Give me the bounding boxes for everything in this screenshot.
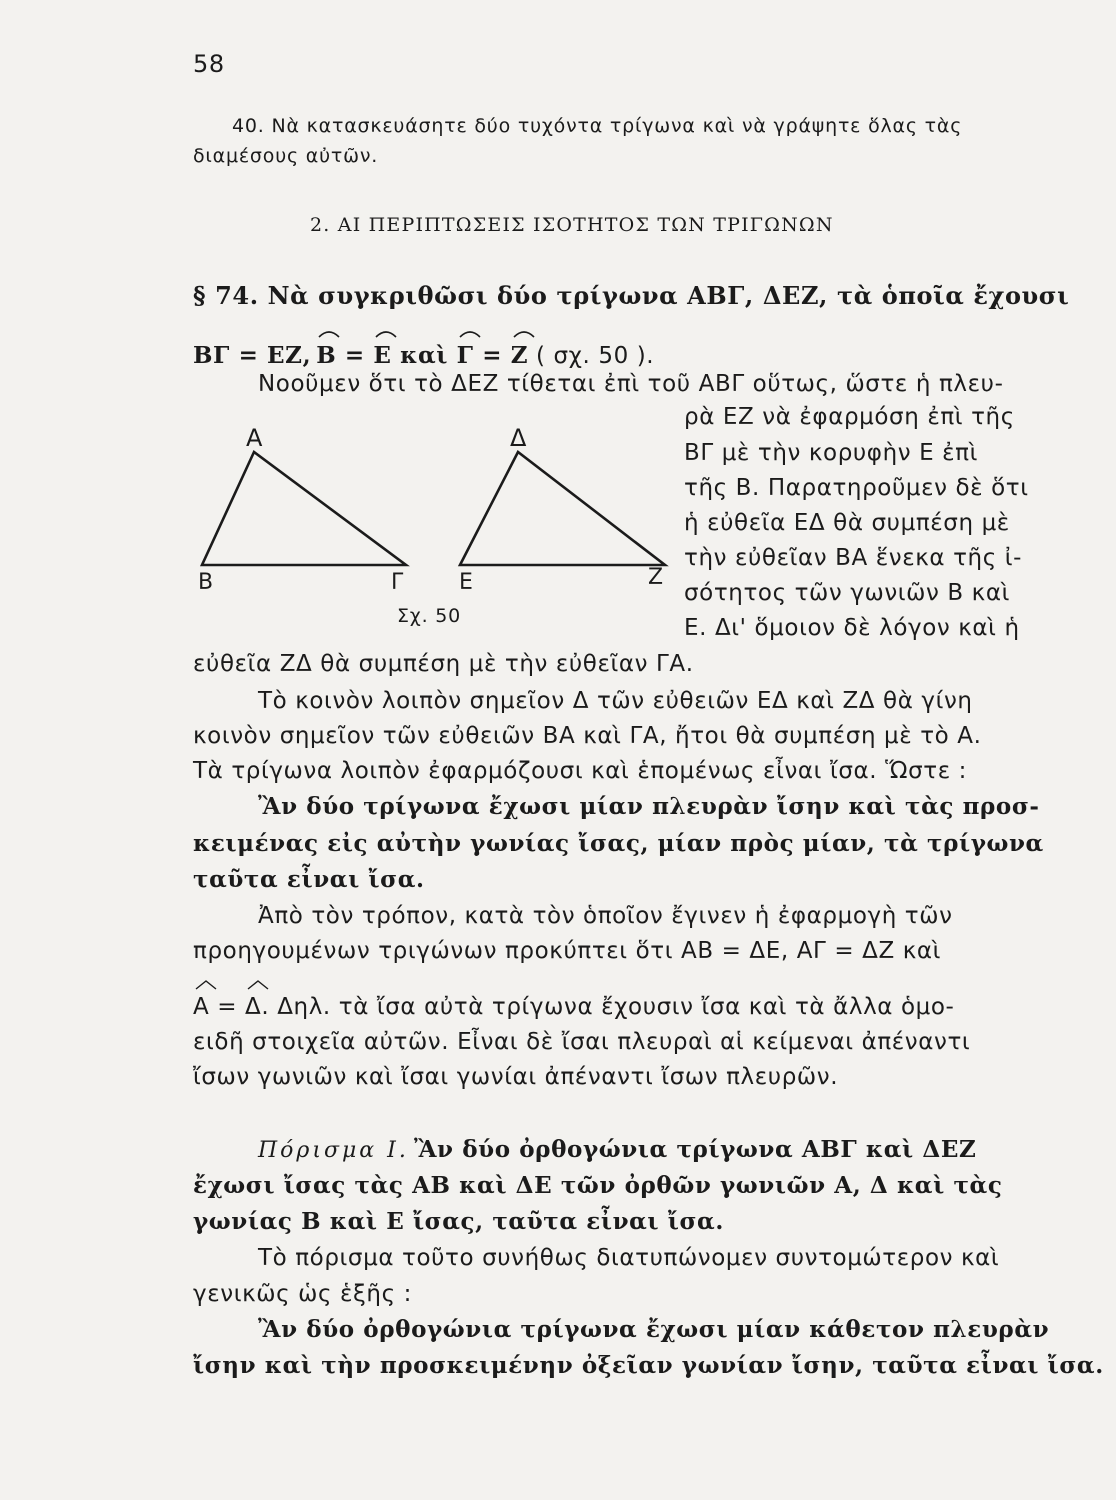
exercise-line-2: διαμέσους αὐτῶν. <box>193 145 379 167</box>
vertex-label-e: Ε <box>459 570 474 595</box>
equals-sign: = <box>209 994 246 1020</box>
angle-hat-icon <box>459 328 481 338</box>
angle-hat-icon <box>318 328 340 338</box>
text-line: Τὸ κοινὸν λοιπὸν σημεῖον Δ τῶν εὐθειῶν ΕΔ καὶ ΖΔ θὰ γίνη <box>258 688 973 714</box>
text-line: τῆς Β. Παρατηροῦμεν δὲ ὅτι <box>684 475 1029 501</box>
theorem-line: κειμένας εἰς αὐτὴν γωνίας ἴσας, μίαν πρὸς μίαν, τὰ τρίγωνα <box>193 830 1044 857</box>
final-theorem-line: Ἂν δύο ὀρθογώνια τρίγωνα ἔχωσι μίαν κάθετον πλευρὰν <box>258 1316 1050 1343</box>
figure-reference: ( σχ. 50 ). <box>528 343 655 369</box>
text-line: Ἀπὸ τὸν τρόπον, κατὰ τὸν ὁποῖον ἔγινεν ἡ ἐφαρμογὴ τῶν <box>258 903 953 929</box>
text-line: Τὸ πόρισμα τοῦτο συνήθως διατυπώνομεν συντομώτερον καὶ <box>258 1245 1000 1271</box>
angle-hat-icon <box>247 980 269 990</box>
vertex-label-g: Γ <box>391 570 404 595</box>
text-line: σότητος τῶν γωνιῶν Β καὶ <box>684 580 1010 606</box>
exercise-line-1: 40. Νὰ κατασκευάσητε δύο τυχόντα τρίγωνα καὶ νὰ γράψητε ὅλας τὰς <box>232 115 963 137</box>
equals-sign: = <box>336 342 374 369</box>
text-line: Ε. Δι' ὅμοιον δὲ λόγον καὶ ἡ <box>684 615 1020 641</box>
and-word: καὶ <box>391 342 457 369</box>
text-line: ἴσων γωνιῶν καὶ ἴσαι γωνίαι ἀπέναντι ἴσων πλευρῶν. <box>193 1064 839 1090</box>
theorem-line: Ἂν δύο τρίγωνα ἔχωσι μίαν πλευρὰν ἴσην καὶ τὰς προσ- <box>258 793 1040 820</box>
angle-e: Ε <box>373 342 391 369</box>
text-line: ρὰ ΕΖ νὰ ἐφαρμόση ἐπὶ τῆς <box>684 404 1015 430</box>
text-line: ἡ εὐθεῖα ΕΔ θὰ συμπέση μὲ <box>684 510 1010 536</box>
triangle-dez <box>460 452 665 565</box>
figure-triangles <box>190 415 680 635</box>
vertex-label-d: Δ <box>510 424 528 452</box>
angle-z: Ζ <box>511 342 528 369</box>
text-line: κοινὸν σημεῖον τῶν εὐθειῶν ΒΑ καὶ ΓΑ, ἤτοι θὰ συμπέση μὲ τὸ Α. <box>193 723 982 749</box>
porisma-line-1 <box>258 1136 976 1163</box>
angle-a: Α <box>193 994 209 1020</box>
final-theorem-line: ἴσην καὶ τὴν προσκειμένην ὀξεῖαν γωνίαν ἴσην, ταῦτα εἶναι ἴσα. <box>193 1352 1104 1379</box>
paragraph-heading: § 74. Νὰ συγκριθῶσι δύο τρίγωνα ΑΒΓ, ΔΕΖ, τὰ ὁποῖα ἔχουσι <box>193 281 1070 310</box>
angle-b: Β <box>316 342 336 369</box>
angle-equality-line <box>193 994 954 1020</box>
text-line: προηγουμένων τριγώνων προκύπτει ὅτι ΑΒ = ΔΕ, ΑΓ = ΔΖ καὶ <box>193 938 942 964</box>
text-line: εὐθεῖα ΖΔ θὰ συμπέση μὲ τὴν εὐθεῖαν ΓΑ. <box>193 651 694 677</box>
condition-line <box>193 342 654 369</box>
triangle-abg <box>202 452 406 565</box>
equals-sign: = <box>473 342 511 369</box>
angle-hat-icon <box>195 980 217 990</box>
porisma-label: Πόρισμα Ι. <box>258 1138 409 1163</box>
text-line: τὴν εὐθεῖαν ΒΑ ἕνεκα τῆς ἰ- <box>684 545 1023 571</box>
text-line: ειδῆ στοιχεῖα αὐτῶν. Εἶναι δὲ ἴσαι πλευραὶ αἱ κείμεναι ἀπέναντι <box>193 1029 971 1055</box>
vertex-label-b: Β <box>198 570 214 595</box>
condition-side: ΒΓ = ΕΖ, <box>193 342 312 369</box>
text-continuation: . Δηλ. τὰ ἴσα αὐτὰ τρίγωνα ἔχουσιν ἴσα καὶ τὰ ἄλλα ὁμο- <box>261 994 955 1020</box>
porisma-text: Ἂν δύο ὀρθογώνια τρίγωνα ΑΒΓ καὶ ΔΕΖ <box>413 1136 977 1163</box>
angle-hat-icon <box>513 328 535 338</box>
vertex-label-a: Α <box>246 424 264 452</box>
angle-d: Δ <box>245 994 261 1020</box>
vertex-label-z: Ζ <box>648 565 664 590</box>
text-line: ΒΓ μὲ τὴν κορυφὴν Ε ἐπὶ <box>684 440 979 466</box>
porisma-line-3: γωνίας Β καὶ Ε ἴσας, ταῦτα εἶναι ἴσα. <box>193 1208 724 1235</box>
figure-caption: Σχ. 50 <box>397 605 462 627</box>
text-line: Νοοῦμεν ὅτι τὸ ΔΕΖ τίθεται ἐπὶ τοῦ ΑΒΓ οὕτως, ὥστε ἡ πλευ- <box>258 371 1004 397</box>
page-number: 58 <box>193 50 225 78</box>
text-line: γενικῶς ὡς ἑξῆς : <box>193 1281 412 1307</box>
text-line: Τὰ τρίγωνα λοιπὸν ἐφαρμόζουσι καὶ ἑπομένως εἶναι ἴσα. Ὥστε : <box>193 758 967 784</box>
porisma-line-2: ἔχωσι ἴσας τὰς ΑΒ καὶ ΔΕ τῶν ὀρθῶν γωνιῶν Α, Δ καὶ τὰς <box>193 1172 1003 1199</box>
angle-hat-icon <box>375 328 397 338</box>
angle-g: Γ <box>457 342 474 369</box>
section-title: 2. ΑΙ ΠΕΡΙΠΤΩΣΕΙΣ ΙΣΟΤΗΤΟΣ ΤΩΝ ΤΡΙΓΩΝΩΝ <box>310 214 834 236</box>
theorem-line: ταῦτα εἶναι ἴσα. <box>193 866 425 893</box>
